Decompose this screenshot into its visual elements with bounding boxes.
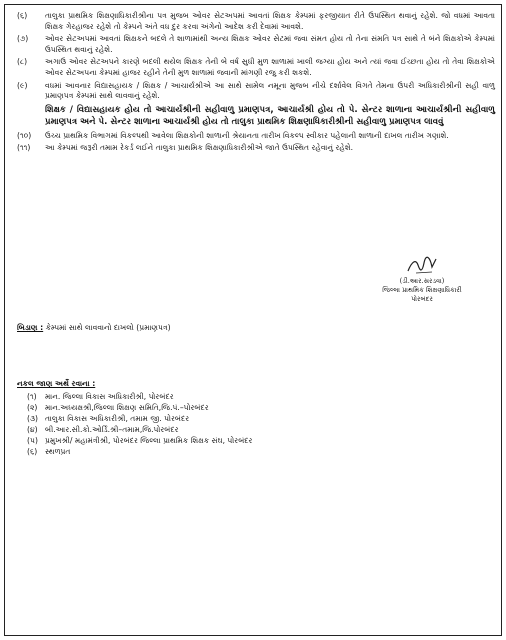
item-text: માન. જિલ્લા વિકાસ અધિકારીશ્રી, પોરબંદર [45,392,174,401]
item-number: (૪) [27,425,38,434]
item-text: આ કેમ્પમાં જરૂરી તમામ રેકર્ડ લઈને તાલુકા પ્રાથમિક શિક્ષણાધિકારીશ્રીએ જાતે ઉપસ્થિત રહેવાનું રહેશે. [45,143,354,153]
attachment-label: બિડાણ : [17,323,44,332]
item-text: માન.અધ્યક્ષશ્રી,જિલ્લા શિક્ષણ સમિતિ,જિ.પં.–પોરબંદર [45,403,209,412]
indent [11,104,45,129]
item-number: (૧૦) [17,130,32,140]
item-number: (૬) [27,447,38,456]
list-item [11,57,495,78]
item-text: વધમાં આવનાર વિદ્યાસહાયક / શિક્ષક / આચાર્યશ્રીએ આ સાથે સામેલ નમૂના મુજબ નીચે દર્શાવેલ વિગતે તેમના ઉપરી અધિકારીશ્રીની સહી વાળુ પ્રમાણપત્ર કેમ્પમાં સાથે લાવવાનું રહેશે. [45,80,495,101]
item-number: (૮) [17,57,28,67]
item-text: ઉચ્ચ પ્રાથમિક વિભાગમાં વિકલ્પથી આવેલા શિક્ષકોની શાળાની શ્રેયાનતા તારીખ વિકલ્પ સ્વીકાર પહેલાની શાળાની દાખલ તારીખ ગણાશે. [45,130,449,140]
item-number: (૯) [17,80,28,90]
item-text: તાલુકા વિકાસ અધિકારીશ્રી, તમામ જી. પોરબંદર [45,414,190,423]
document-body [11,11,495,156]
item-number: (૫) [27,436,38,445]
list-item [11,143,495,154]
list-item [17,446,489,457]
item-text: પ્રમુખશ્રી/ મહામંત્રીશ્રી, પોરબંદર જિલ્લા પ્રાથમિક શિક્ષક સંઘ, પોરબંદર [45,436,253,445]
item-number: (૩) [27,414,38,423]
document-frame [4,4,502,636]
attachment-line [17,322,171,333]
signatory-title: જિલ્લા પ્રાથમિક શિક્ષણાધિકારી [382,286,462,294]
item-number: (૧૧) [17,143,31,153]
item-text: બી.આર.સી.કો.ઓર્ડિ.શ્રી–તમામ,જિ.પોરબંદર [45,425,179,434]
attachment-text: કેમ્પમાં સાથે લાવવાનો દાખલો (પ્રમાણપત્ર) [45,323,171,332]
signature-block [357,253,487,304]
certificate-requirement: શિક્ષક / વિદ્યાસહાયક હોય તો આચાર્યશ્રીની સહીવાળુ પ્રમાણપત્ર, આચાર્યશ્રી હોય તો પે. સેન્ટર શાળાના આચાર્યશ્રીની સહીવાળુ પ્રમાણપત્ર અને પે. સેન્ટર શાળાના આચાર્યશ્રી હોય તો તાલુકા પ્રાથમિક શિક્ષણાધિકારીશ્રીની સહીવાળુ પ્રમાણપત્ર લાવવું [45,104,495,128]
bold-paragraph-row [11,104,495,129]
item-number: (૨) [27,403,38,412]
copy-to-section [17,379,489,457]
item-text: સ્થળપ્રત [45,447,71,456]
signatory-place: પોરબંદર [411,295,433,303]
item-number: (૧) [27,392,37,401]
handwritten-signature [402,253,442,277]
item-number: (૭) [17,34,29,44]
item-number: (૬) [17,11,28,20]
list-item [17,413,489,424]
list-item [17,402,489,413]
item-text: ઓવર સેટઅપમાં આવતાં શિક્ષકને બદલે તે શાળામાંથી અન્ય શિક્ષક ઓવર સેટમાં જવા સંમત હોય તો તેના સંમતિ પત્ર સાથે તે બંને શિક્ષકોએ કેમ્પમાં ઉપસ્થિત થવાનું રહેશે. [45,34,495,54]
list-item [17,435,489,446]
copy-to-list [17,391,489,457]
list-item [11,81,495,102]
list-item [11,131,495,142]
list-item [11,11,495,32]
list-item [17,424,489,435]
list-item [11,34,495,55]
signatory-name: (ડી.આર.સરડવા) [399,277,445,285]
item-text: તાલુકા પ્રાથમિક શિક્ષણાધિકારીશ્રીના પત્ર મુજબ ઓવર સેટઅપમાં આવતાં શિક્ષક કેમ્પમાં ફરજીયાત રીતે ઉપસ્થિત થવાનું રહેશે. જો વધમાં આવતા શિક્ષક ગેરહાજર રહેશે તો કેમ્પને અંતે વધ દુર કરવા અંગેનો આદેશ કરી દેવામાં આવશે. [45,11,495,31]
item-text: અગાઉ ઓવર સેટઅપને કારણે બદલી થયેલ શિક્ષક તેની બે વર્ષ સુધી મુળ શાળામાં ખાલી જગ્યા હોય અને ત્યાં જવા ઈચ્છતા હોય તો તેવા શિક્ષકોએ ઓવર સેટઅપના કેમ્પમાં હાજર રહીને તેની મુળ શાળામાં જવાની માંગણી રજુ કરી શકશે. [45,57,495,77]
copy-to-title: નકલ જાણ અર્થે રવાના : [17,379,96,388]
list-item [17,391,489,402]
